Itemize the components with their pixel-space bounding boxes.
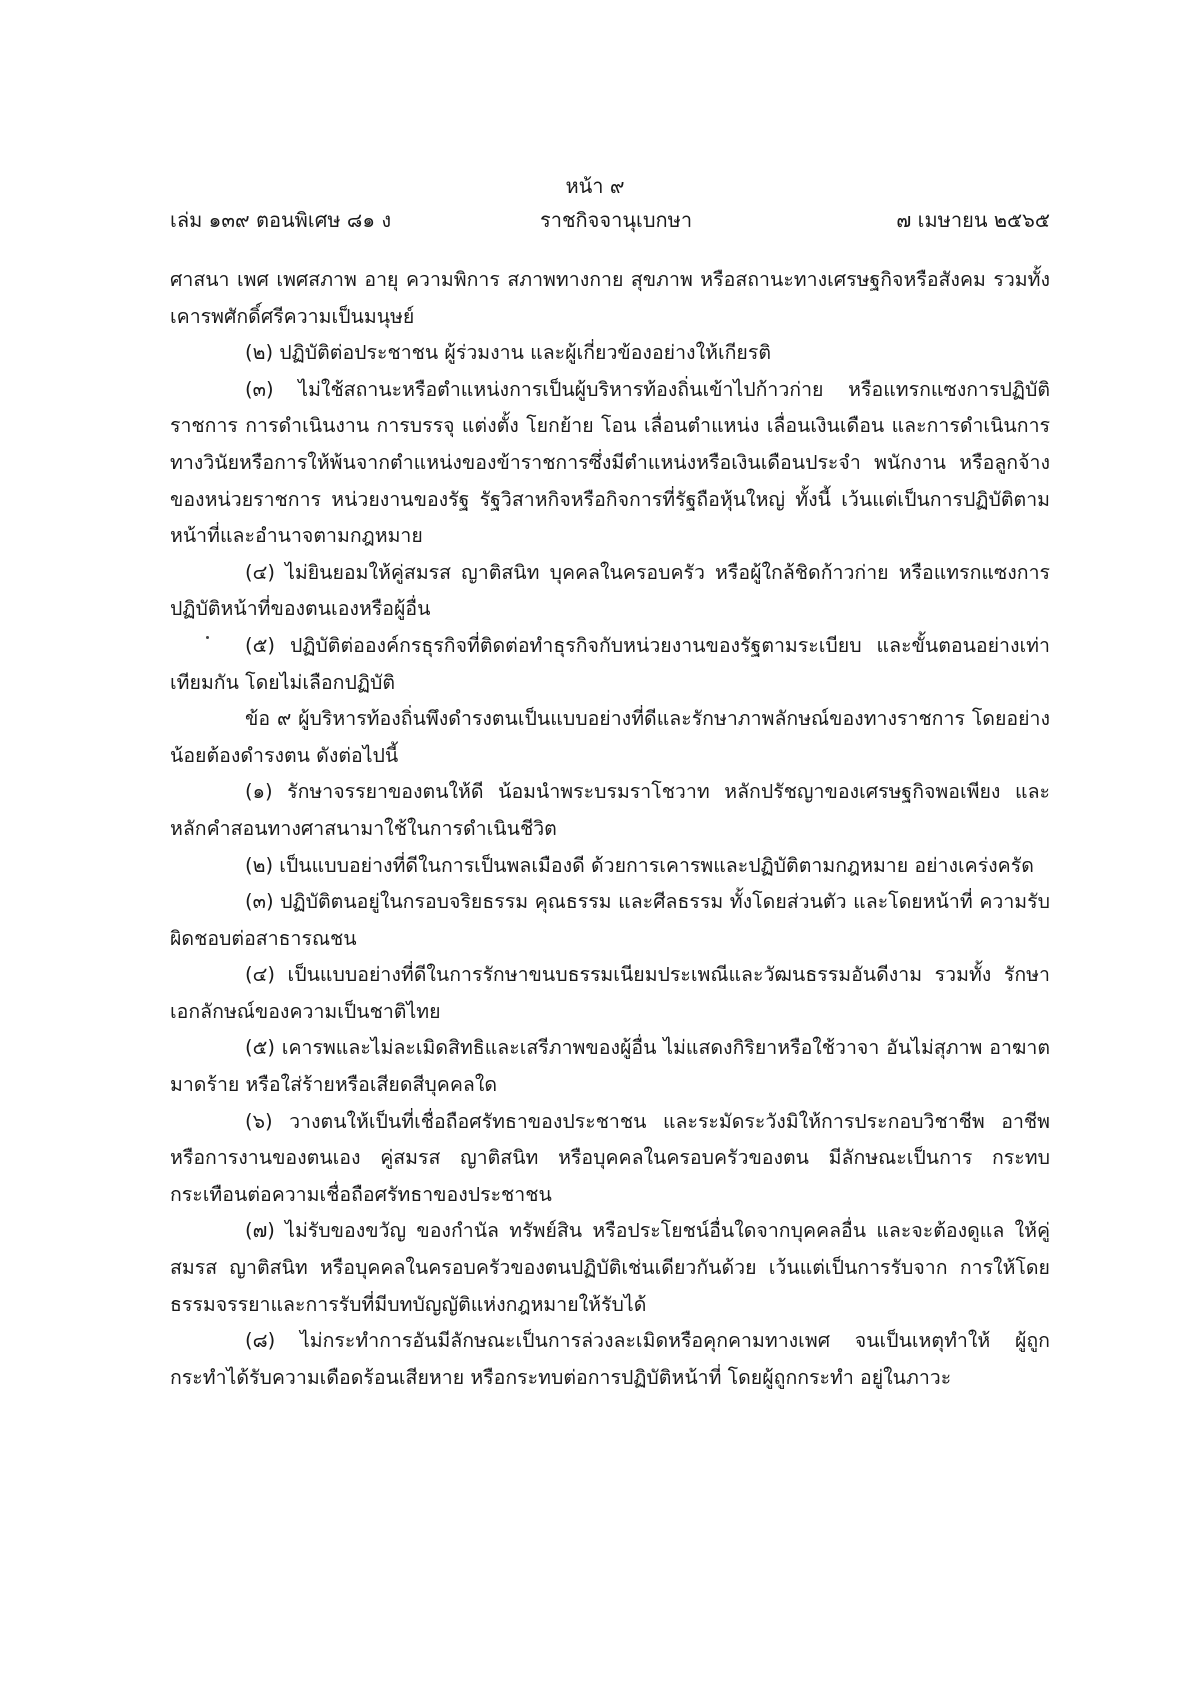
paragraph: (๗) ไม่รับของขวัญ ของกำนัล ทรัพย์สิน หรือประโยชน์อื่นใดจากบุคคลอื่น และจะต้องดูแล ให้คู่สมรส ญาติสนิท หรือบุคคลในครอบครัวของตนปฏิบัติเช่นเดียวกันด้วย เว้นแต่เป็นการรับจาก การให้โดยธรรมจรรยาและการรับที่มีบทบัญญัติแห่งกฎหมายให้รับได้: [170, 1219, 1050, 1316]
publication-date: ๗ เมษายน ๒๕๖๕: [896, 208, 1050, 232]
body-text: [170, 262, 1050, 1396]
paragraph: (๔) เป็นแบบอย่างที่ดีในการรักษาขนบธรรมเนียมประเพณีและวัฒนธรรมอันดีงาม รวมทั้ง รักษาเอกลักษณ์ของความเป็นชาติไทย: [170, 963, 1050, 1023]
paragraph: (๖) วางตนให้เป็นที่เชื่อถือศรัทธาของประชาชน และระมัดระวังมิให้การประกอบวิชาชีพ อาชีพ หรือการงานของตนเอง คู่สมรส ญาติสนิท หรือบุคคลในครอบครัวของตน มีลักษณะเป็นการ กระทบกระเทือนต่อความเชื่อถือศรัทธาของประชาชน: [170, 1109, 1050, 1206]
paragraph: (๑) รักษาจรรยาของตนให้ดี น้อมนำพระบรมราโชวาท หลักปรัชญาของเศรษฐกิจพอเพียง และหลักคำสอนทางศาสนามาใช้ในการดำเนินชีวิต: [170, 780, 1050, 840]
paragraph: (๓) ปฏิบัติตนอยู่ในกรอบจริยธรรม คุณธรรม และศีลธรรม ทั้งโดยส่วนตัว และโดยหน้าที่ ความรับผิดชอบต่อสาธารณชน: [170, 890, 1050, 950]
paragraph: (๔) ไม่ยินยอมให้คู่สมรส ญาติสนิท บุคคลในครอบครัว หรือผู้ใกล้ชิดก้าวก่าย หรือแทรกแซงการปฏิบัติหน้าที่ของตนเองหรือผู้อื่น: [170, 560, 1050, 621]
paragraph: (๕) เคารพและไม่ละเมิดสิทธิและเสรีภาพของผู้อื่น ไม่แสดงกิริยาหรือใช้วาจา อันไม่สุภาพ อาฆาตมาดร้าย หรือใส่ร้ายหรือเสียดสีบุคคลใด: [170, 1036, 1050, 1097]
paragraph: (๒) เป็นแบบอย่างที่ดีในการเป็นพลเมืองดี ด้วยการเคารพและปฏิบัติตามกฎหมาย อย่างเคร่งครัด: [245, 853, 1034, 877]
paragraph: (๘) ไม่กระทำการอันมีลักษณะเป็นการล่วงละเมิดหรือคุกคามทางเพศ จนเป็นเหตุทำให้ ผู้ถูกกระทำได้รับความเดือดร้อนเสียหาย หรือกระทบต่อการปฏิบัติหน้าที่ โดยผู้ถูกกระทำ อยู่ในภาวะ: [170, 1329, 1050, 1389]
paragraph: (๓) ไม่ใช้สถานะหรือตำแหน่งการเป็นผู้บริหารท้องถิ่นเข้าไปก้าวก่าย หรือแทรกแซงการปฏิบัติราชการ การดำเนินงาน การบรรจุ แต่งตั้ง โยกย้าย โอน เลื่อนตำแหน่ง เลื่อนเงินเดือน และการดำเนินการทางวินัยหรือการให้พ้นจากตำแหน่งของข้าราชการซึ่งมีตำแหน่งหรือเงินเดือนประจำ พนักงาน หรือลูกจ้างของหน่วยราชการ หน่วยงานของรัฐ รัฐวิสาหกิจหรือกิจการที่รัฐถือหุ้นใหญ่ ทั้งนี้ เว้นแต่เป็นการปฏิบัติตามหน้าที่และอำนาจตามกฎหมาย: [170, 377, 1050, 548]
paragraph: (๒) ปฏิบัติต่อประชาชน ผู้ร่วมงาน และผู้เกี่ยวข้องอย่างให้เกียรติ: [245, 341, 771, 365]
paragraph: ศาสนา เพศ เพศสภาพ อายุ ความพิการ สภาพทางกาย สุขภาพ หรือสถานะทางเศรษฐกิจหรือสังคม รวมทั้งเคารพศักดิ์ศรีความเป็นมนุษย์: [170, 268, 1050, 328]
scan-speck: [206, 636, 209, 639]
publication-title: ราชกิจจานุเบกษา: [540, 208, 693, 232]
paragraph: ข้อ ๙ ผู้บริหารท้องถิ่นพึงดำรงตนเป็นแบบอย่างที่ดีและรักษาภาพลักษณ์ของทางราชการ โดยอย่างน้อยต้องดำรงตน ดังต่อไปนี้: [170, 707, 1050, 767]
running-header: [170, 204, 1050, 236]
paragraph: (๕) ปฏิบัติต่อองค์กรธุรกิจที่ติดต่อทำธุรกิจกับหน่วยงานของรัฐตามระเบียบ และขั้นตอนอย่างเท่าเทียมกัน โดยไม่เลือกปฏิบัติ: [170, 633, 1050, 694]
page-number: หน้า ๙: [565, 174, 625, 198]
volume-issue: เล่ม ๑๓๙ ตอนพิเศษ ๘๑ ง: [170, 208, 392, 232]
